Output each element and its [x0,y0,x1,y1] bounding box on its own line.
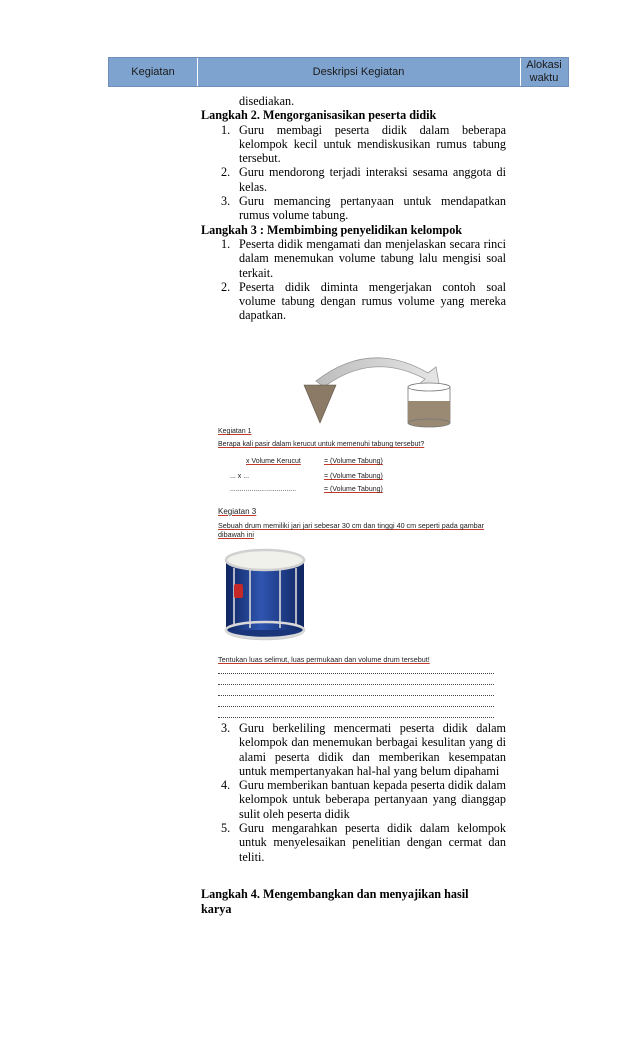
kegiatan3-prompt: Tentukan luas selimut, luas permukaan dan volume drum tersebut! [218,655,430,664]
list-text: Guru mendorong terjadi interaksi sesama anggota di kelas. [239,165,506,194]
header-alokasi-line2: waktu [529,72,559,84]
answer-line [218,676,494,685]
answer-line [218,665,494,674]
list-text: Guru mengarahkan peserta didik dalam kelompok untuk menyelesaikan penelitian dengan cermat dan teliti. [239,821,506,864]
kegiatan3-worksheet [218,507,498,722]
kegiatan3-question: Sebuah drum memiliki jari jari sebesar 30 cm dan tinggi 40 cm seperti pada gambar dibawah ini [218,521,485,539]
kegiatan3-title: Kegiatan 3 [218,507,257,516]
header-deskripsi: Deskripsi Kegiatan [197,58,521,86]
activity-description [201,94,506,323]
list-item [201,721,506,778]
kegiatan1-row1-left: x Volume Kerucut [246,458,301,465]
kegiatan1-row2-left: ... x ... [230,473,250,480]
step2-list [201,123,506,223]
step3-list-continued [201,721,506,864]
header-alokasi-line1: Alokasi [526,59,562,71]
list-number: 1. [221,122,231,137]
step2-title: Langkah 2. Mengorganisasikan peserta didik [201,108,437,123]
kegiatan1-question: Berapa kali pasir dalam kerucut untuk memenuhi tabung tersebut? [218,441,425,448]
list-number: 3. [221,721,231,735]
list-number: 4. [221,778,231,793]
header-alokasi [520,58,568,86]
sand-cone-icon [304,385,336,423]
step3-title: Langkah 3 : Membimbing penyelidikan kelompok [201,222,463,237]
answer-line [218,698,494,707]
list-text: Guru berkeliling mencermati peserta didik dalam kelompok dan menemukan berbagai kesulitan yang di alami peserta didik dan memberikan kesempatan untuk mempertanyakan hal-hal yang belum dipahami [239,721,506,778]
list-number: 2. [221,279,231,294]
drum-image [220,544,310,644]
kegiatan1-title: Kegiatan 1 [218,428,252,435]
sand-cylinder-icon [408,383,450,427]
answer-line [218,709,494,718]
list-text: Guru memberikan bantuan kepada peserta didik dalam kelompok untuk beberapa pertanyaan yang dianggap sulit oleh peserta didik [239,778,506,821]
list-item [201,165,506,194]
list-number: 1. [221,236,231,251]
answer-line [218,687,494,696]
intro-text: disediakan. [239,94,295,108]
list-number: 2. [221,165,231,180]
cone-to-cylinder-illustration [300,345,460,435]
kegiatan1-row3-right: = (Volume Tabung) [324,486,383,493]
step3-list [201,237,506,323]
kegiatan1-row2-right: = (Volume Tabung) [324,473,383,480]
list-text: Peserta didik diminta mengerjakan contoh soal volume tabung dengan rumus volume yang mereka dapatkan. [239,279,506,323]
list-item [201,821,506,864]
list-text: Peserta didik mengamati dan menjelaskan secara rinci dalam menemukan volume tabung lalu mengisi soal terkait. [239,236,506,280]
list-item [201,237,506,280]
kegiatan1-worksheet [216,428,466,498]
list-number: 5. [221,821,231,836]
list-number: 3. [221,194,231,209]
list-item [201,280,506,323]
header-kegiatan: Kegiatan [109,58,198,86]
list-text: Guru membagi peserta didik dalam beberapa kelompok kecil untuk mendiskusikan rumus tabung tersebut. [239,122,506,166]
step3-continued [201,721,506,864]
list-item [201,778,506,821]
kegiatan1-row3-left: .................................. [230,486,297,493]
step4-title: Langkah 4. Mengembangkan dan menyajikan hasil karya [201,887,469,916]
list-item [201,123,506,166]
table-header [108,57,569,87]
list-text: Guru memancing pertanyaan untuk mendapatkan rumus volume tabung. [239,194,506,223]
kegiatan1-row1-right: = (Volume Tabung) [324,458,383,465]
list-item [201,194,506,223]
